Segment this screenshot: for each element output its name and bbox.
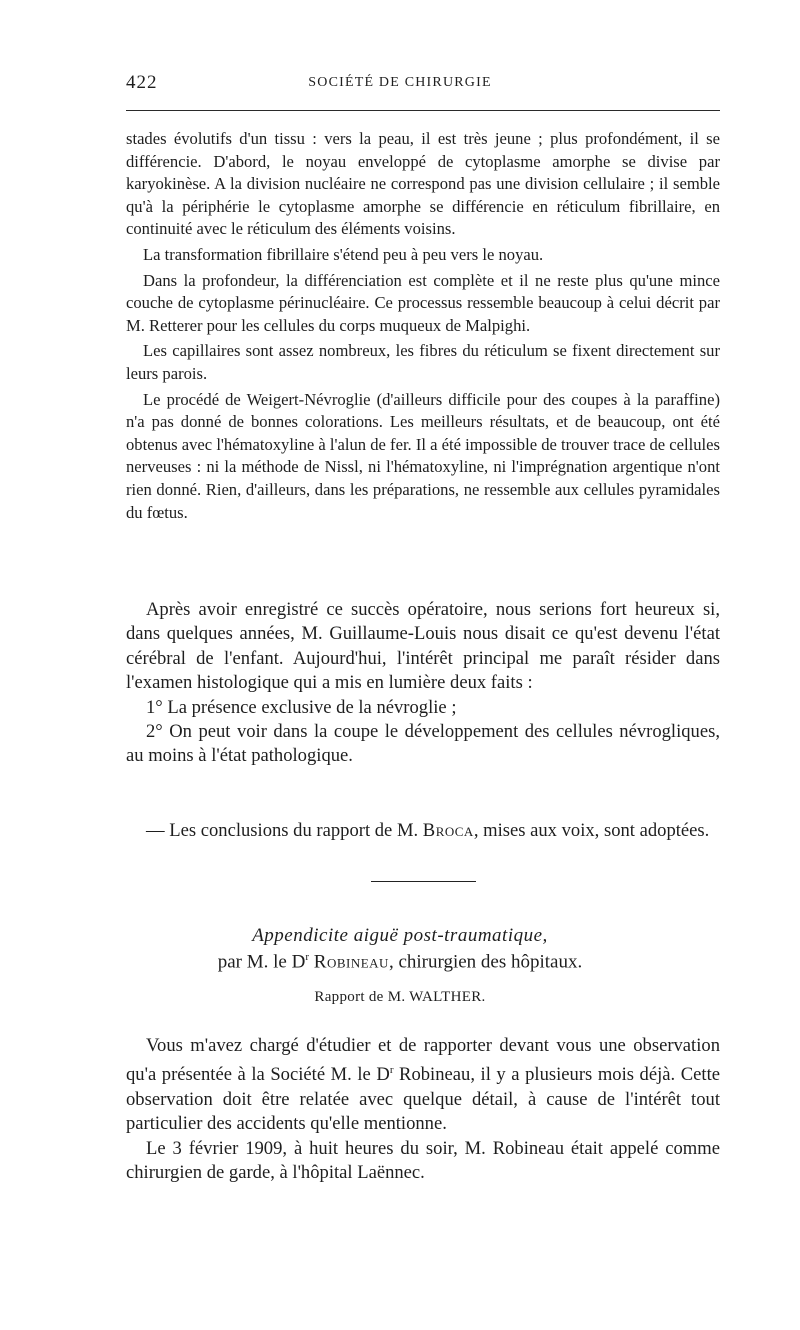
- paragraph: Après avoir enregistré ce succès opératoire, nous serions fort heureux si, dans quelques années, M. Guillaume-Louis nous disait ce qu'est devenu l'état cérébral de l'enfant. Aujourd'hui, l'intérêt principal me paraît résider dans l'examen histologique qui a mis en lumière deux faits :: [126, 599, 720, 694]
- article-title: Appendicite aiguë post-traumatique,: [252, 925, 548, 946]
- histology-section: [126, 128, 720, 527]
- paragraph: 2° On peut voir dans la coupe le développement des cellules névrogliques, au moins à l'état pathologique.: [126, 721, 720, 767]
- article-author: par M. le $D^r$ Robineau, chirurgien des hôpitaux.: [217, 951, 583, 973]
- paragraph: Les capillaires sont assez nombreux, les fibres du réticulum se fixent directement sur leurs parois.: [126, 341, 720, 383]
- paragraph: Dans la profondeur, la différenciation est complète et il ne reste plus qu'une mince couche de cytoplasme périnucléaire. Ce processus ressemble beaucoup à celui décrit par M. Retterer pour les cellules du corps muqueux de Malpighi.: [126, 270, 720, 335]
- paragraph: La transformation fibrillaire s'étend peu à peu vers le noyau.: [143, 244, 544, 264]
- vote-section: [126, 819, 720, 843]
- paragraph: Le procédé de Weigert-Névroglie (d'ailleurs difficile pour des coupes à la paraffine) n'a pas donné de bonnes colorations. Les meilleurs résultats, et de beaucoup, ont été obtenus avec l'hématoxyline à l'alun de fer. Il a été impossible de trouver trace de cellules nerveuses : ni la méthode de Nissl, ni l'hématoxyline, ni l'imprégnation argentique n'ont rien donné. Rien, d'ailleurs, dans les préparations, ne ressemble aux cellules pyramidales du fœtus.: [126, 389, 720, 522]
- paragraph: stades évolutifs d'un tissu : vers la peau, il est très jeune ; plus profondément, il se différencie. D'abord, le noyau enveloppé de cytoplasme amorphe se divise par karyokinèse. A la division nucléaire ne correspond pas une division cellulaire ; il semble qu'à la périphérie le cytoplasme amorphe se différencie en réticulum fibrillaire, en continuité avec le réticulum des éléments voisins.: [126, 129, 720, 239]
- report-by: Rapport de M. WALTHER.: [314, 989, 486, 1005]
- paragraph: Le 3 février 1909, à huit heures du soir, M. Robineau était appelé comme chirurgien de garde, à l'hôpital Laënnec.: [126, 1137, 720, 1184]
- paragraph: — Les conclusions du rapport de M. Broca, mises aux voix, sont adoptées.: [146, 820, 710, 841]
- header-rule: [126, 110, 720, 111]
- running-title: SOCIÉTÉ DE CHIRURGIE: [308, 75, 492, 90]
- paragraph: 1° La présence exclusive de la névroglie ;: [146, 696, 457, 718]
- paragraph: Vous m'avez chargé d'étudier et de rapporter devant vous une observation qu'a présentée à la Société M. le $D^r$ Robineau, il y a plusieurs mois déjà. Cette observation doit être relatée avec quelque détail, à cause de l'intérêt tout particulier des accidents qu'elle mentionne.: [126, 1035, 720, 1135]
- author-name: Robineau: [313, 951, 389, 973]
- report-section: [126, 1034, 720, 1186]
- page-number: 422: [126, 72, 158, 93]
- section-separator: [371, 881, 476, 882]
- conclusion-section: [126, 598, 720, 769]
- surgeon-name: Broca: [422, 820, 474, 841]
